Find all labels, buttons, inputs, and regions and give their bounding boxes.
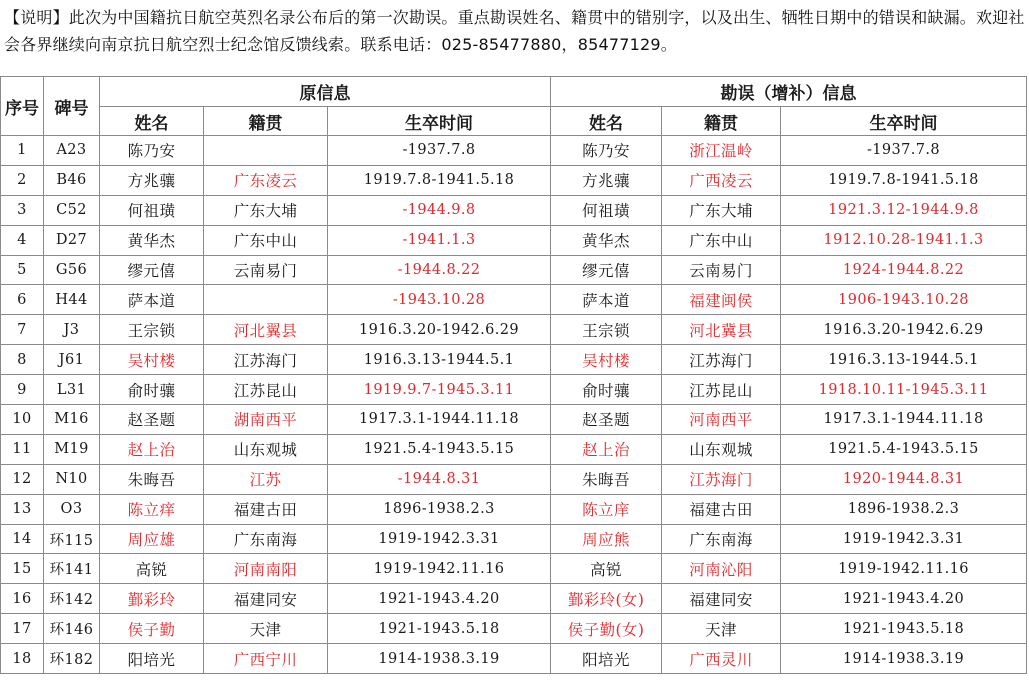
table-row (1, 584, 1027, 614)
cell-original-dates: 1917.3.1-1944.11.18 (328, 405, 551, 435)
cell-stele: D27 (44, 225, 100, 255)
cell-corrected-dates: 1919-1942.3.31 (781, 524, 1027, 554)
cell-corrected-hometown: 江苏昆山 (662, 375, 781, 405)
cell-seq: 14 (1, 524, 44, 554)
cell-corrected-dates: 1921.3.12-1944.9.8 (781, 195, 1027, 225)
cell-original-hometown: 江苏 (204, 464, 328, 494)
cell-corrected-dates: 1896-1938.2.3 (781, 494, 1027, 524)
table-row (1, 345, 1027, 375)
cell-corrected-dates: 1924-1944.8.22 (781, 255, 1027, 285)
cell-seq: 6 (1, 285, 44, 315)
cell-seq: 3 (1, 195, 44, 225)
cell-stele: 环182 (44, 644, 100, 674)
table-row (1, 524, 1027, 554)
cell-seq: 10 (1, 405, 44, 435)
cell-corrected-name: 王宗锁 (551, 315, 662, 345)
table-row (1, 644, 1027, 674)
cell-original-hometown: 广西宁川 (204, 644, 328, 674)
cell-corrected-name: 黄华杰 (551, 225, 662, 255)
header-corrected-hometown: 籍贯 (662, 107, 781, 136)
cell-original-dates: -1944.9.8 (328, 195, 551, 225)
table-row (1, 494, 1027, 524)
table-body (1, 136, 1027, 674)
cell-stele: H44 (44, 285, 100, 315)
cell-original-hometown: 福建同安 (204, 584, 328, 614)
cell-seq: 5 (1, 255, 44, 285)
cell-corrected-dates: 1906-1943.10.28 (781, 285, 1027, 315)
cell-corrected-dates: 1914-1938.3.19 (781, 644, 1027, 674)
cell-original-hometown: 广东凌云 (204, 165, 328, 195)
cell-original-hometown (204, 136, 328, 166)
table-row (1, 136, 1027, 166)
cell-seq: 18 (1, 644, 44, 674)
cell-corrected-hometown: 广东南海 (662, 524, 781, 554)
cell-corrected-name: 阳培光 (551, 644, 662, 674)
cell-corrected-name: 侯子勤(女) (551, 614, 662, 644)
table-row (1, 165, 1027, 195)
cell-corrected-name: 鄞彩玲(女) (551, 584, 662, 614)
cell-original-hometown: 广东中山 (204, 225, 328, 255)
cell-original-dates: 1921-1943.4.20 (328, 584, 551, 614)
cell-original-hometown: 云南易门 (204, 255, 328, 285)
cell-original-dates: 1916.3.20-1942.6.29 (328, 315, 551, 345)
cell-corrected-name: 朱晦吾 (551, 464, 662, 494)
cell-stele: J61 (44, 345, 100, 375)
table-row (1, 195, 1027, 225)
cell-corrected-hometown: 广东中山 (662, 225, 781, 255)
cell-original-dates: 1921.5.4-1943.5.15 (328, 434, 551, 464)
cell-stele: M19 (44, 434, 100, 464)
cell-original-name: 高锐 (100, 554, 204, 584)
table-row (1, 464, 1027, 494)
cell-corrected-name: 陈乃安 (551, 136, 662, 166)
cell-corrected-hometown: 天津 (662, 614, 781, 644)
cell-corrected-hometown: 广东大埔 (662, 195, 781, 225)
cell-corrected-hometown: 广西凌云 (662, 165, 781, 195)
cell-corrected-name: 周应熊 (551, 524, 662, 554)
cell-seq: 17 (1, 614, 44, 644)
cell-original-dates: 1919-1942.11.16 (328, 554, 551, 584)
cell-corrected-name: 高锐 (551, 554, 662, 584)
cell-original-dates: 1916.3.13-1944.5.1 (328, 345, 551, 375)
header-seq: 序号 (1, 77, 44, 136)
cell-corrected-name: 萨本道 (551, 285, 662, 315)
cell-corrected-name: 吴村楼 (551, 345, 662, 375)
cell-corrected-dates: 1920-1944.8.31 (781, 464, 1027, 494)
cell-corrected-hometown: 广西灵川 (662, 644, 781, 674)
cell-corrected-dates: -1937.7.8 (781, 136, 1027, 166)
cell-corrected-dates: 1921-1943.5.18 (781, 614, 1027, 644)
cell-corrected-hometown: 云南易门 (662, 255, 781, 285)
cell-corrected-dates: 1919.7.8-1941.5.18 (781, 165, 1027, 195)
cell-corrected-dates: 1919-1942.11.16 (781, 554, 1027, 584)
cell-original-dates: 1919-1942.3.31 (328, 524, 551, 554)
cell-original-hometown: 河南南阳 (204, 554, 328, 584)
cell-seq: 9 (1, 375, 44, 405)
cell-corrected-name: 方兆骧 (551, 165, 662, 195)
cell-original-name: 陈立痒 (100, 494, 204, 524)
cell-stele: A23 (44, 136, 100, 166)
cell-seq: 11 (1, 434, 44, 464)
cell-original-name: 鄞彩玲 (100, 584, 204, 614)
table-row (1, 434, 1027, 464)
cell-original-hometown: 江苏昆山 (204, 375, 328, 405)
cell-stele: O3 (44, 494, 100, 524)
cell-corrected-hometown: 山东观城 (662, 434, 781, 464)
header-original-hometown: 籍贯 (204, 107, 328, 136)
header-corrected-dates: 生卒时间 (781, 107, 1027, 136)
cell-seq: 15 (1, 554, 44, 584)
cell-original-hometown: 广东南海 (204, 524, 328, 554)
cell-original-name: 朱晦吾 (100, 464, 204, 494)
table-row (1, 375, 1027, 405)
cell-corrected-hometown: 河北冀县 (662, 315, 781, 345)
table-row (1, 225, 1027, 255)
cell-stele: M16 (44, 405, 100, 435)
errata-table (0, 76, 1027, 674)
table-row (1, 554, 1027, 584)
cell-original-name: 陈乃安 (100, 136, 204, 166)
cell-corrected-dates: 1921-1943.4.20 (781, 584, 1027, 614)
cell-stele: 环142 (44, 584, 100, 614)
table-row (1, 614, 1027, 644)
cell-original-hometown (204, 285, 328, 315)
header-corrected-name: 姓名 (551, 107, 662, 136)
cell-corrected-name: 陈立庠 (551, 494, 662, 524)
cell-corrected-name: 赵上治 (551, 434, 662, 464)
cell-corrected-name: 俞时骧 (551, 375, 662, 405)
cell-original-hometown: 福建古田 (204, 494, 328, 524)
cell-original-name: 吴村楼 (100, 345, 204, 375)
cell-corrected-dates: 1921.5.4-1943.5.15 (781, 434, 1027, 464)
cell-original-name: 阳培光 (100, 644, 204, 674)
cell-original-name: 缪元僖 (100, 255, 204, 285)
header-original-name: 姓名 (100, 107, 204, 136)
cell-stele: 环141 (44, 554, 100, 584)
table-row (1, 255, 1027, 285)
cell-original-dates: -1943.10.28 (328, 285, 551, 315)
cell-original-name: 方兆骧 (100, 165, 204, 195)
cell-corrected-hometown: 江苏海门 (662, 464, 781, 494)
cell-original-dates: -1937.7.8 (328, 136, 551, 166)
cell-corrected-hometown: 江苏海门 (662, 345, 781, 375)
cell-corrected-hometown: 福建同安 (662, 584, 781, 614)
cell-original-name: 赵圣题 (100, 405, 204, 435)
cell-stele: B46 (44, 165, 100, 195)
header-corrected-group: 勘误（增补）信息 (551, 77, 1027, 107)
cell-corrected-hometown: 福建古田 (662, 494, 781, 524)
cell-seq: 2 (1, 165, 44, 195)
cell-stele: 环146 (44, 614, 100, 644)
cell-original-hometown: 江苏海门 (204, 345, 328, 375)
cell-original-hometown: 湖南西平 (204, 405, 328, 435)
table-row (1, 405, 1027, 435)
cell-corrected-dates: 1916.3.20-1942.6.29 (781, 315, 1027, 345)
cell-original-dates: 1919.7.8-1941.5.18 (328, 165, 551, 195)
cell-stele: 环115 (44, 524, 100, 554)
cell-corrected-dates: 1917.3.1-1944.11.18 (781, 405, 1027, 435)
cell-original-name: 赵上治 (100, 434, 204, 464)
cell-corrected-hometown: 浙江温岭 (662, 136, 781, 166)
cell-original-hometown: 天津 (204, 614, 328, 644)
header-stele: 碑号 (44, 77, 100, 136)
cell-original-name: 何祖璜 (100, 195, 204, 225)
cell-seq: 16 (1, 584, 44, 614)
cell-seq: 4 (1, 225, 44, 255)
cell-corrected-dates: 1912.10.28-1941.1.3 (781, 225, 1027, 255)
header-original-group: 原信息 (100, 77, 551, 107)
cell-seq: 13 (1, 494, 44, 524)
cell-corrected-hometown: 福建闽侯 (662, 285, 781, 315)
cell-corrected-name: 何祖璜 (551, 195, 662, 225)
cell-corrected-dates: 1918.10.11-1945.3.11 (781, 375, 1027, 405)
cell-original-dates: 1896-1938.2.3 (328, 494, 551, 524)
cell-original-dates: 1921-1943.5.18 (328, 614, 551, 644)
table-row (1, 315, 1027, 345)
cell-original-name: 俞时骧 (100, 375, 204, 405)
cell-original-name: 王宗锁 (100, 315, 204, 345)
cell-original-name: 周应雄 (100, 524, 204, 554)
cell-original-hometown: 河北翼县 (204, 315, 328, 345)
cell-corrected-hometown: 河南西平 (662, 405, 781, 435)
cell-original-dates: 1914-1938.3.19 (328, 644, 551, 674)
cell-original-dates: 1919.9.7-1945.3.11 (328, 375, 551, 405)
cell-original-dates: -1944.8.22 (328, 255, 551, 285)
cell-corrected-name: 赵圣题 (551, 405, 662, 435)
cell-original-name: 侯子勤 (100, 614, 204, 644)
cell-original-hometown: 广东大埔 (204, 195, 328, 225)
table-row (1, 285, 1027, 315)
cell-stele: L31 (44, 375, 100, 405)
explanatory-note: 【说明】此次为中国籍抗日航空英烈名录公布后的第一次勘误。重点勘误姓名、籍贯中的错别字，以及出生、牺牲日期中的错误和缺漏。欢迎社会各界继续向南京抗日航空烈士纪念馆反馈线索。联系电话：025-85477880，85477129。 (4, 8, 1025, 54)
cell-seq: 12 (1, 464, 44, 494)
header-original-dates: 生卒时间 (328, 107, 551, 136)
cell-stele: N10 (44, 464, 100, 494)
cell-original-hometown: 山东观城 (204, 434, 328, 464)
cell-original-name: 黄华杰 (100, 225, 204, 255)
cell-original-dates: -1941.1.3 (328, 225, 551, 255)
cell-stele: J3 (44, 315, 100, 345)
cell-stele: C52 (44, 195, 100, 225)
cell-seq: 8 (1, 345, 44, 375)
cell-seq: 7 (1, 315, 44, 345)
cell-original-name: 萨本道 (100, 285, 204, 315)
cell-corrected-dates: 1916.3.13-1944.5.1 (781, 345, 1027, 375)
cell-corrected-hometown: 河南沁阳 (662, 554, 781, 584)
cell-stele: G56 (44, 255, 100, 285)
page-bottom (0, 676, 1029, 680)
cell-corrected-name: 缪元僖 (551, 255, 662, 285)
cell-seq: 1 (1, 136, 44, 166)
cell-original-dates: -1944.8.31 (328, 464, 551, 494)
